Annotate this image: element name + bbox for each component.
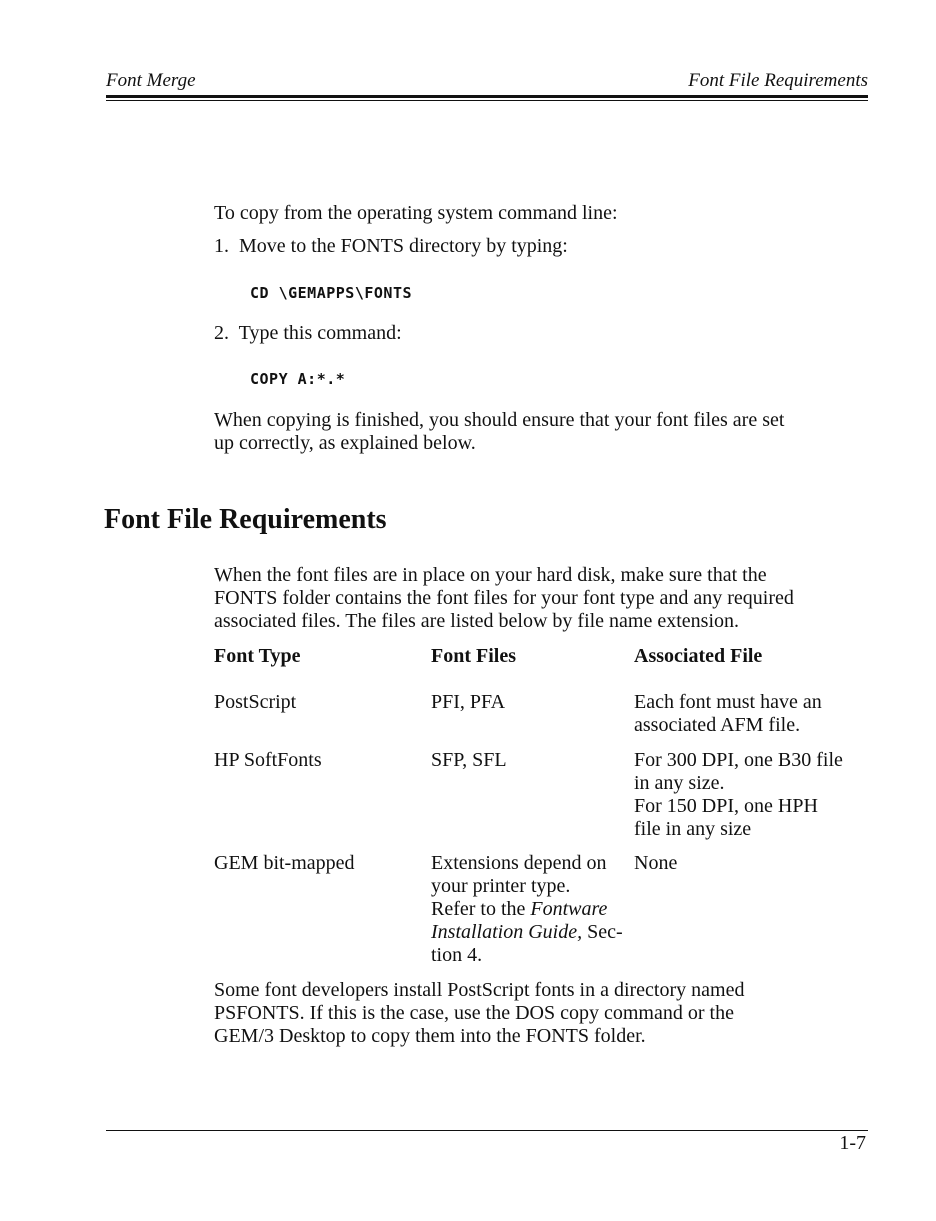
table-row-3-assoc: None bbox=[634, 852, 678, 874]
table-row-3-files-line bbox=[431, 921, 636, 944]
command-copy: COPY A:*.* bbox=[250, 370, 346, 388]
installation-guide-title: Installation Guide, bbox=[431, 921, 583, 943]
table-row-2-assoc-line: file in any size bbox=[634, 818, 752, 840]
section-para-line-2: FONTS folder contains the font files for your font type and any required bbox=[214, 587, 794, 609]
table-row-1-files: PFI, PFA bbox=[431, 691, 506, 713]
header-rule-thin bbox=[106, 100, 868, 101]
table-row-1-assoc-line: associated AFM file. bbox=[634, 714, 801, 736]
section-title: Font File Requirements bbox=[104, 504, 387, 535]
table-row-3-files-line bbox=[431, 898, 636, 921]
table-header-associated-file: Associated File bbox=[634, 645, 763, 667]
table-row-2-assoc-line: in any size. bbox=[634, 772, 725, 794]
step-1: 1. Move to the FONTS directory by typing: bbox=[214, 235, 568, 257]
table-row-2-assoc-line: For 150 DPI, one HPH bbox=[634, 795, 818, 817]
intro-after-line-2: up correctly, as explained below. bbox=[214, 432, 476, 454]
table-row-1-type: PostScript bbox=[214, 691, 297, 713]
intro-lead: To copy from the operating system command line: bbox=[214, 202, 618, 224]
table-row-1-assoc bbox=[634, 691, 864, 737]
table-header-font-files: Font Files bbox=[431, 645, 516, 667]
table-row-3-files-line: tion 4. bbox=[431, 944, 483, 966]
intro-after-line-1: When copying is finished, you should ensure that your font files are set bbox=[214, 409, 785, 431]
command-cd: CD \GEMAPPS\FONTS bbox=[250, 284, 413, 302]
fontware-title: Fontware bbox=[530, 898, 608, 920]
table-row-3-type: GEM bit-mapped bbox=[214, 852, 355, 874]
running-header-right: Font File Requirements bbox=[688, 70, 868, 91]
closing-line-2: PSFONTS. If this is the case, use the DOS copy command or the bbox=[214, 1002, 734, 1024]
table-row-3-files bbox=[431, 852, 636, 967]
step-2: 2. Type this command: bbox=[214, 322, 402, 344]
footer-rule bbox=[106, 1130, 868, 1131]
section-para-line-1: When the font files are in place on your hard disk, make sure that the bbox=[214, 564, 767, 586]
header-rule-thick bbox=[106, 95, 868, 98]
page-number: 1-7 bbox=[839, 1132, 866, 1154]
section-ref: Sec- bbox=[582, 921, 623, 943]
table-row-3-files-line: Extensions depend on bbox=[431, 852, 607, 874]
running-header-left: Font Merge bbox=[106, 70, 196, 91]
table-row-3-files-line: your printer type. bbox=[431, 875, 571, 897]
closing-line-3: GEM/3 Desktop to copy them into the FONTS folder. bbox=[214, 1025, 646, 1047]
table-row-2-assoc-line: For 300 DPI, one B30 file bbox=[634, 749, 843, 771]
table-row-2-type: HP SoftFonts bbox=[214, 749, 322, 771]
section-para-line-3: associated files. The files are listed below by file name extension. bbox=[214, 610, 740, 632]
table-header-font-type: Font Type bbox=[214, 645, 301, 667]
table-row-2-files: SFP, SFL bbox=[431, 749, 507, 771]
refer-text: Refer to the bbox=[431, 898, 531, 920]
table-row-2-assoc bbox=[634, 749, 864, 841]
closing-line-1: Some font developers install PostScript fonts in a directory named bbox=[214, 979, 745, 1001]
table-row-1-assoc-line: Each font must have an bbox=[634, 691, 822, 713]
